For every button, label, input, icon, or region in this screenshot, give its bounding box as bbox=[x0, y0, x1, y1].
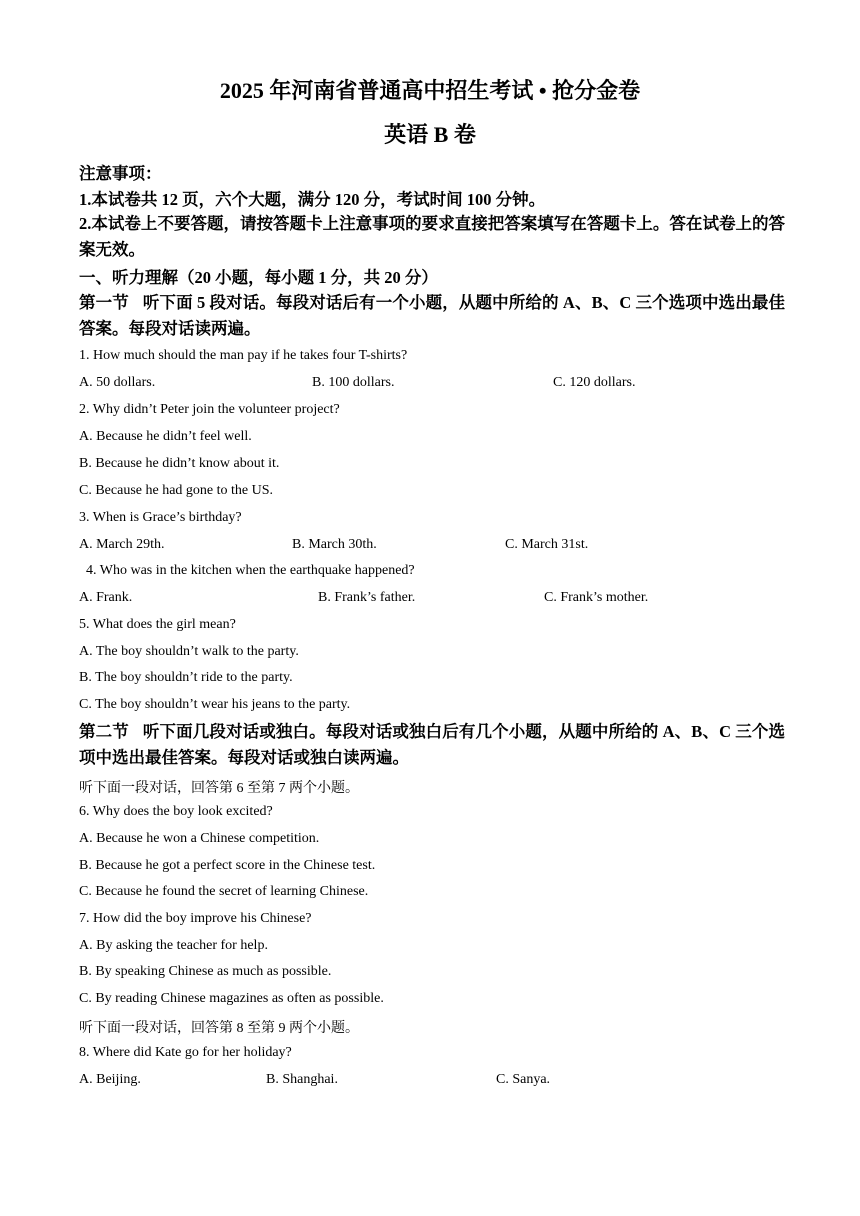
q1-option-c: C. 120 dollars. bbox=[553, 375, 636, 390]
intro-8-9: 听下面一段对话，回答第 8 至第 9 两个小题。 bbox=[79, 1021, 359, 1036]
exam-subtitle: 英语 B 卷 bbox=[384, 122, 476, 147]
section2-instructions bbox=[79, 719, 785, 771]
q4-option-c: C. Frank’s mother. bbox=[544, 590, 649, 605]
section1-text: 听下面 5 段对话。每段对话后有一个小题，从题中所给的 A、B、C 三个选项中选出最佳答案。每段对话读两遍。 bbox=[79, 293, 786, 338]
q4-option-a: A. Frank. bbox=[79, 590, 133, 605]
q4-option-b: B. Frank’s father. bbox=[318, 590, 416, 605]
q2-option-c: C. Because he had gone to the US. bbox=[79, 483, 274, 498]
q7-option-b: B. By speaking Chinese as much as possible. bbox=[79, 964, 332, 979]
q6-option-a: A. Because he won a Chinese competition. bbox=[79, 831, 320, 846]
q3-option-c: C. March 31st. bbox=[505, 537, 589, 552]
question-1: 1. How much should the man pay if he takes four T-shirts? bbox=[79, 348, 408, 363]
q2-option-b: B. Because he didn’t know about it. bbox=[79, 456, 280, 471]
part1-heading: 一、听力理解（20 小题，每小题 1 分，共 20 分） bbox=[79, 268, 438, 287]
q7-option-c: C. By reading Chinese magazines as often as possible. bbox=[79, 991, 384, 1006]
question-8: 8. Where did Kate go for her holiday? bbox=[79, 1045, 292, 1060]
question-2: 2. Why didn’t Peter join the volunteer project? bbox=[79, 402, 340, 417]
q3-option-a: A. March 29th. bbox=[79, 537, 165, 552]
q5-option-a: A. The boy shouldn’t walk to the party. bbox=[79, 644, 299, 659]
section2-text: 听下面几段对话或独白。每段对话或独白后有几个小题，从题中所给的 A、B、C 三个选项中选出最佳答案。每段对话或独白读两遍。 bbox=[79, 722, 785, 767]
question-5: 5. What does the girl mean? bbox=[79, 617, 236, 632]
exam-title: 2025 年河南省普通高中招生考试 • 抢分金卷 bbox=[219, 78, 641, 103]
q1-option-b: B. 100 dollars. bbox=[312, 375, 395, 390]
q6-option-c: C. Because he found the secret of learning Chinese. bbox=[79, 884, 369, 899]
q5-option-c: C. The boy shouldn’t wear his jeans to the party. bbox=[79, 697, 351, 712]
q5-option-b: B. The boy shouldn’t ride to the party. bbox=[79, 670, 293, 685]
section1-label: 第一节 bbox=[79, 293, 129, 312]
notes-item-2: 2.本试卷上不要答题，请按答题卡上注意事项的要求直接把答案填写在答题卡上。答在试卷上的答案无效。 bbox=[79, 214, 785, 259]
section1-instructions bbox=[79, 290, 785, 342]
question-4: 4. Who was in the kitchen when the earthquake happened? bbox=[86, 563, 415, 578]
q6-option-b: B. Because he got a perfect score in the Chinese test. bbox=[79, 858, 376, 873]
question-7: 7. How did the boy improve his Chinese? bbox=[79, 911, 312, 926]
q1-option-a: A. 50 dollars. bbox=[79, 375, 156, 390]
q3-option-b: B. March 30th. bbox=[292, 537, 377, 552]
question-6: 6. Why does the boy look excited? bbox=[79, 804, 273, 819]
q8-option-a: A. Beijing. bbox=[79, 1072, 141, 1087]
notes-heading: 注意事项： bbox=[79, 164, 162, 183]
notes-item-1: 1.本试卷共 12 页，六个大题，满分 120 分，考试时间 100 分钟。 bbox=[79, 190, 546, 209]
q8-option-c: C. Sanya. bbox=[496, 1072, 551, 1087]
section2-label: 第二节 bbox=[79, 722, 129, 741]
q8-option-b: B. Shanghai. bbox=[266, 1072, 338, 1087]
q2-option-a: A. Because he didn’t feel well. bbox=[79, 429, 252, 444]
question-3: 3. When is Grace’s birthday? bbox=[79, 510, 242, 525]
intro-6-7: 听下面一段对话，回答第 6 至第 7 两个小题。 bbox=[79, 781, 359, 796]
q7-option-a: A. By asking the teacher for help. bbox=[79, 938, 268, 953]
